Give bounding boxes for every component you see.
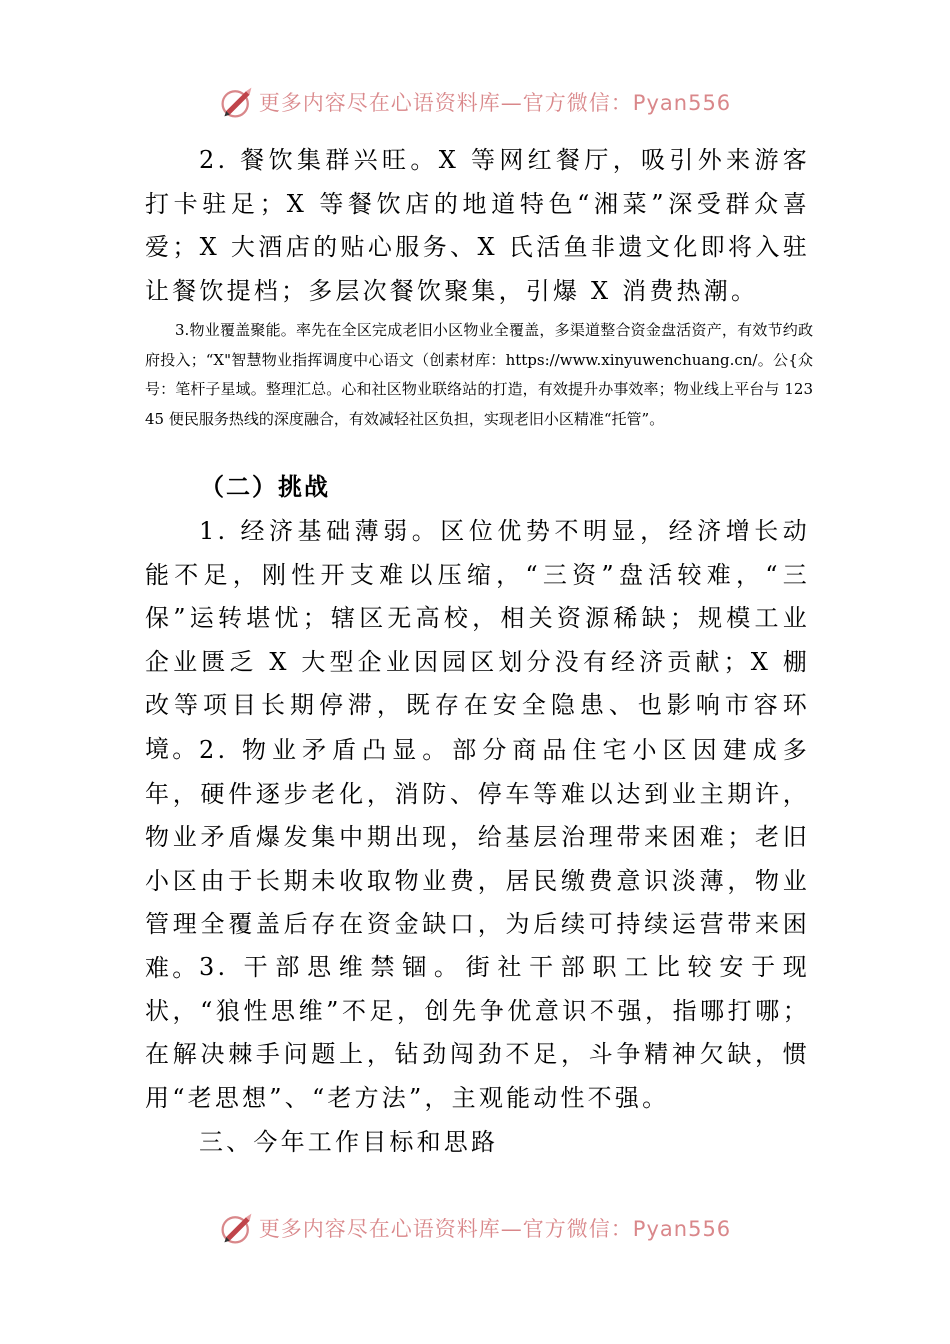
paragraph-cadre-thinking: 3. 干部思维禁锢。街社干部职工比较安于现状，“狼性思维”不足，创先争优意识不强，指哪打哪；在解决棘手问题上，钻劲闯劲不足，斗争精神欠缺，惯用“老思想”、“老方法”，主观能动性不强。 <box>145 953 810 1112</box>
paragraph-economy: 1. 经济基础薄弱。区位优势不明显，经济增长动能不足，刚性开支难以压缩，“三资”盘活较难，“三保”运转堪忧；辖区无高校，相关资源稀缺；规模工业企业匮乏 X 大型企业因园区划分没有经济贡献；X 棚改等项目长期停滞，既存在安全隐患、也影响市容环境。 <box>145 517 810 763</box>
watermark-text-bottom: 更多内容尽在心语资料库—官方微信：Pyan556 <box>258 1217 732 1241</box>
paragraph-property-coverage: 3.物业覆盖聚能。率先在全区完成老旧小区物业全覆盖，多渠道整合资金盘活资产，有效节约政府投入；“X"智慧物业指挥调度中心语文（创素材库：https://www.xinyuwenchuang.cn/。公{众号：笔杆子星域。整理汇总。心和社区物业联络站的打造，有效提升办事效率；物业线上平台与 12345 便民服务热线的深度融合，有效减轻社区负担，实现老旧小区精准“托管”。 <box>145 321 813 428</box>
watermark-text-top: 更多内容尽在心语资料库—官方微信：Pyan556 <box>258 91 732 115</box>
heading-challenges: （二）挑战 <box>200 473 330 501</box>
watermark-banner-bottom <box>0 1208 950 1248</box>
section-three-title: 三、今年工作目标和思路 <box>199 1128 499 1156</box>
paragraph-catering: 2. 餐饮集群兴旺。X 等网红餐厅，吸引外来游客打卡驻足；X 等餐饮店的地道特色“湘菜”深受群众喜爱；X 大酒店的贴心服务、X 氏活鱼非遗文化即将入驻让餐饮提档；多层次餐饮聚集，引爆 X 消费热潮。 <box>145 146 810 305</box>
pen-logo-icon <box>219 84 255 120</box>
paragraph-property-conflict: 2. 物业矛盾凸显。部分商品住宅小区因建成多年，硬件逐步老化，消防、停车等难以达到业主期许，物业矛盾爆发集中期出现，给基层治理带来困难；老旧小区由于长期未收取物业费，居民缴费意识淡薄，物业管理全覆盖后存在资金缺口，为后续可持续运营带来困难。 <box>145 736 810 982</box>
pen-logo-icon <box>219 1210 255 1246</box>
watermark-banner-top <box>0 82 950 122</box>
